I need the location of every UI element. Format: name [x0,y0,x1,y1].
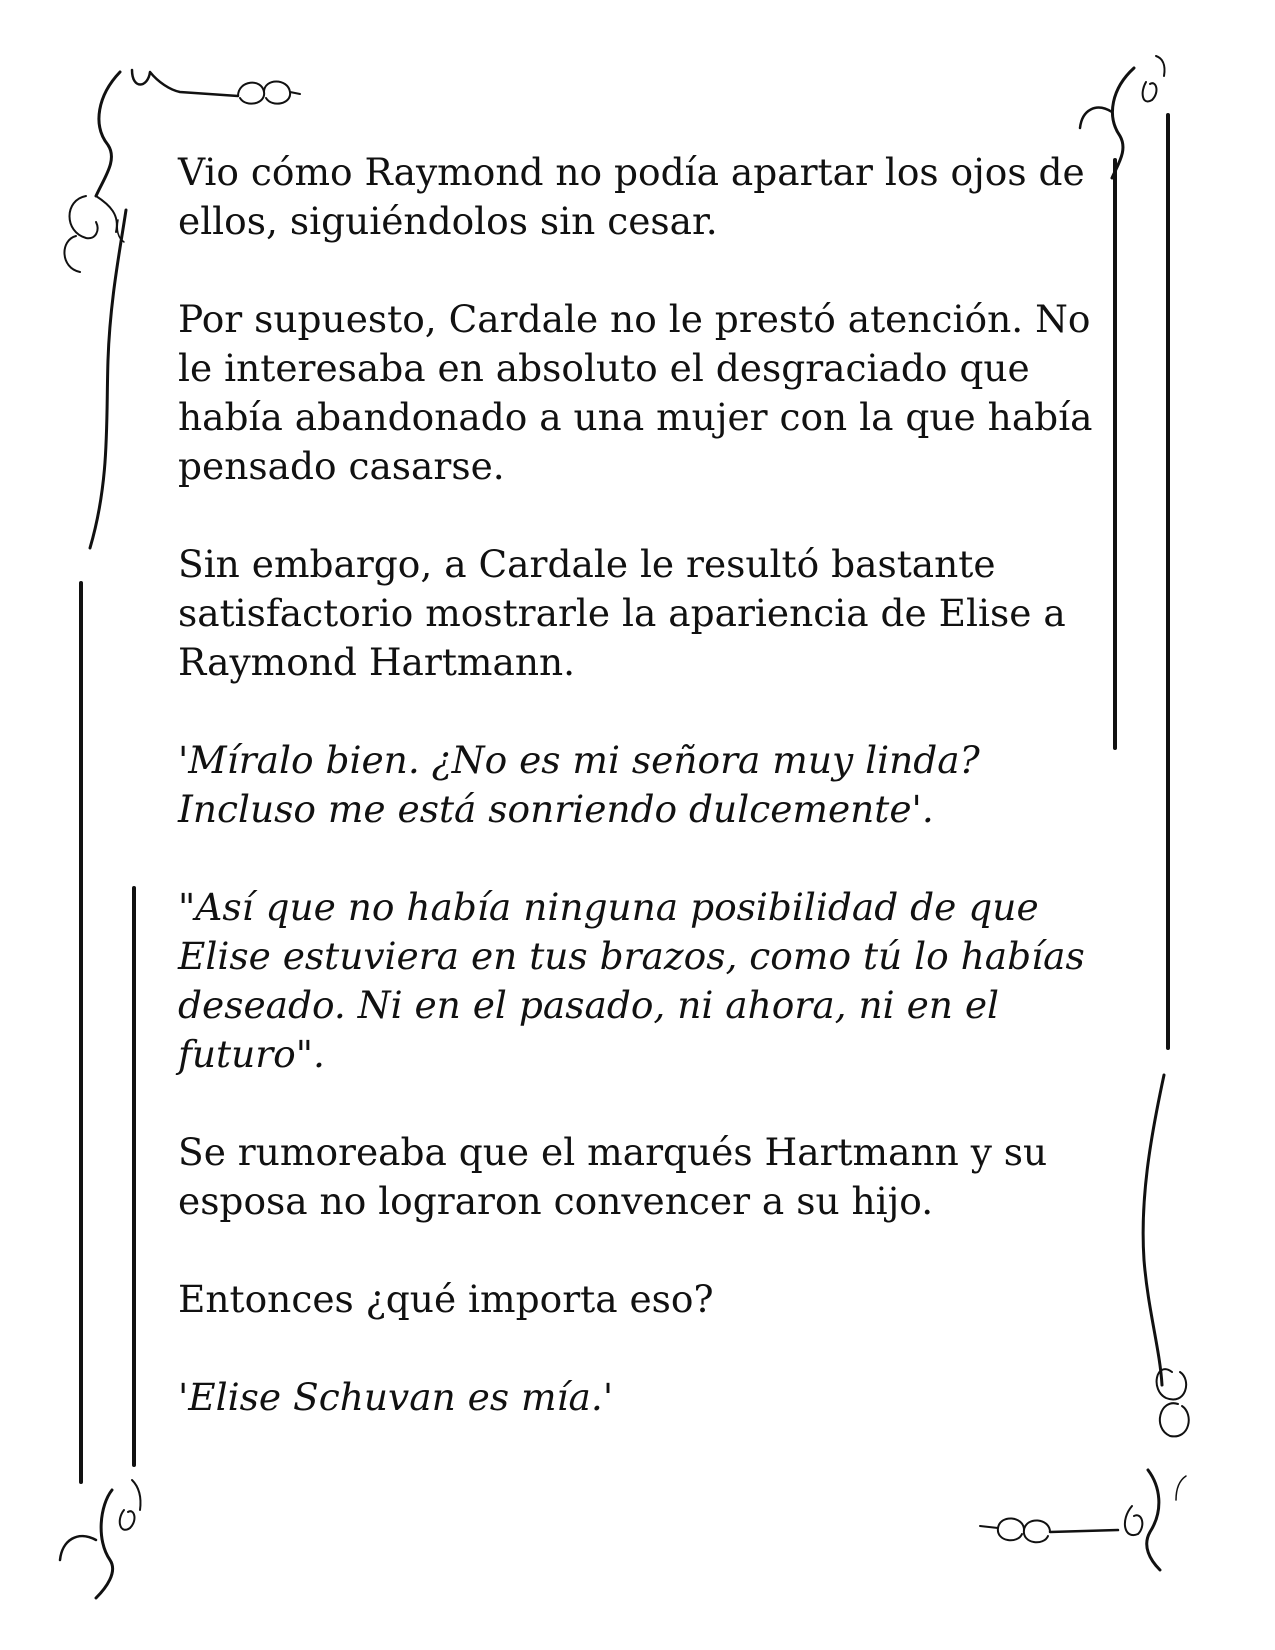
flourish-bottom-left [60,1480,141,1598]
paragraph-7: Entonces ¿qué importa eso? [178,1277,714,1321]
paragraph-1: Vio cómo Raymond no podía apartar los ojos de ellos, siguiéndolos sin cesar. [178,150,1085,243]
page-text [178,148,1108,1471]
paragraph-5-quote: "Así que no había ninguna posibilidad de que Elise estuviera en tus brazos, como tú lo habías deseado. Ni en el pasado, ni ahora, ni en el futuro". [178,885,1085,1076]
paragraph-3: Sin embargo, a Cardale le resultó bastante satisfactorio mostrarle la apariencia de Elise a Raymond Hartmann. [178,542,1066,684]
paragraph-2: Por supuesto, Cardale no le prestó atención. No le interesaba en absoluto el desgraciado que había abandonado a una mujer con la que había pensado casarse. [178,297,1093,488]
paragraph-6: Se rumoreaba que el marqués Hartmann y su esposa no lograron convencer a su hijo. [178,1130,1048,1223]
paragraph-4-thought: 'Míralo bien. ¿No es mi señora muy linda? Incluso me está sonriendo dulcemente'. [178,738,980,831]
paragraph-8-thought: 'Elise Schuvan es mía.' [178,1375,614,1419]
